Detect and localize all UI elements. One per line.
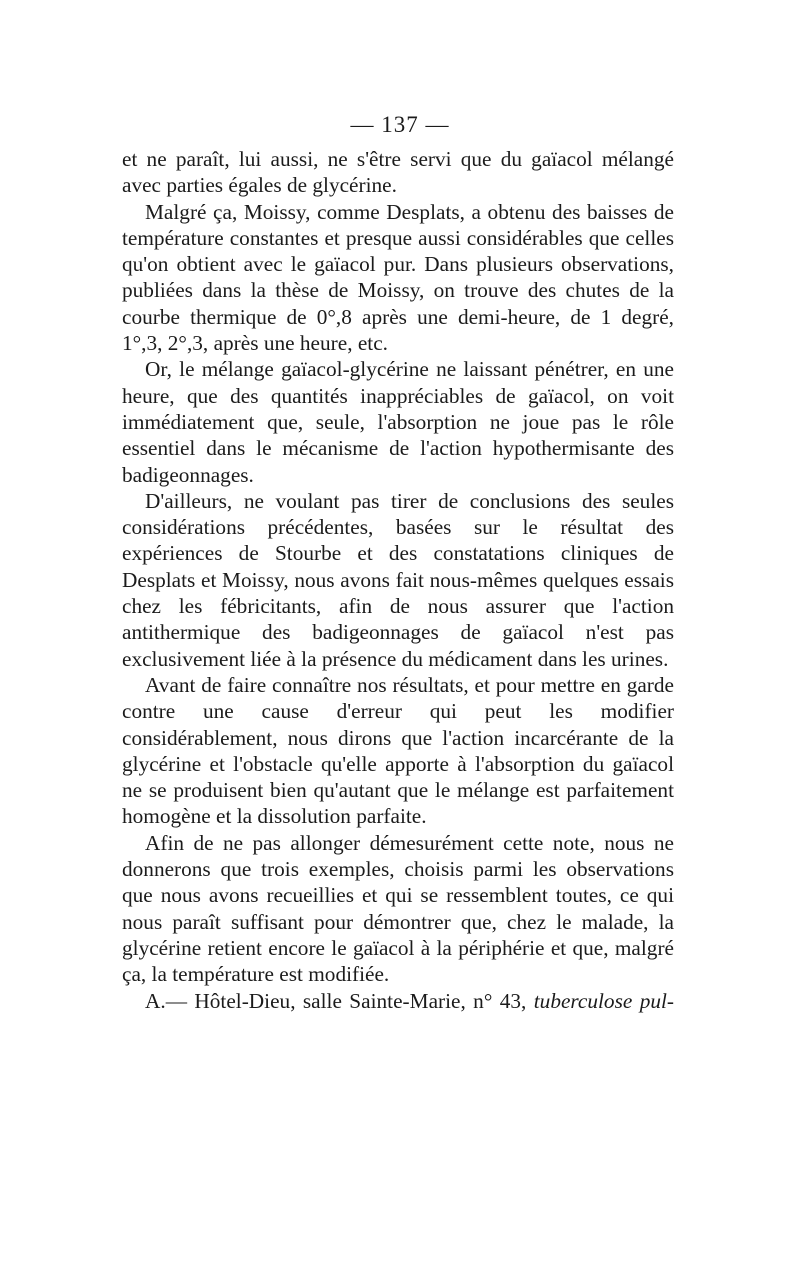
observation-label: A.— Hôtel-Dieu, salle Sainte-Marie, n° 43, (145, 988, 534, 1013)
paragraph: et ne paraît, lui aussi, ne s'être servi que du gaïacol mélangé avec parties égales de glycérine. (122, 147, 674, 198)
paragraph: Or, le mélange gaïacol-glycérine ne laissant pénétrer, en une heure, que des quantités inappréciables de gaïacol, on voit immédiatement que, seule, l'absorption ne joue pas le rôle essentiel dans le mécanisme de l'action hypothermisante des badigeonnages. (122, 357, 674, 487)
page-number: — 137 — (350, 112, 450, 137)
paragraph: D'ailleurs, ne voulant pas tirer de conclusions des seules considérations précédentes, basées sur le résultat des expériences de Stourbe et des constatations cliniques de Desplats et Moissy, nous avons fait nous-mêmes quelques essais chez les fébricitants, afin de nous assurer que l'action antithermique des badigeonnages de gaïacol n'est pas exclusivement liée à la présence du médicament dans les urines. (122, 488, 674, 671)
paragraph: Afin de ne pas allonger démesurément cette note, nous ne donnerons que trois exemples, choisis parmi les observations que nous avons recueillies et qui se ressemblent toutes, ce qui nous paraît suffisant pour démontrer que, chez le malade, la glycérine retient encore le gaïacol à la périphérie et que, malgré ça, la température est modifiée. (122, 830, 674, 987)
paragraph: Avant de faire connaître nos résultats, et pour mettre en garde contre une cause d'erreur qui peut les modifier considérablement, nous dirons que l'action incarcérante de la glycérine et l'obstacle qu'elle apporte à l'absorption du gaïacol ne se produisent bien qu'autant que le mélange est parfaitement homogène et la dissolution parfaite. (122, 672, 674, 829)
diagnosis-italic: tuberculose pul- (533, 988, 675, 1013)
observation-heading (122, 988, 674, 1014)
body-text (122, 146, 674, 1014)
paragraph: Malgré ça, Moissy, comme Desplats, a obtenu des baisses de température constantes et presque aussi considérables que celles qu'on obtient avec le gaïacol pur. Dans plusieurs observations, publiées dans la thèse de Moissy, on trouve des chutes de la courbe thermique de 0°,8 après une demi-heure, de 1 degré, 1°,3, 2°,3, après une heure, etc. (122, 199, 674, 356)
